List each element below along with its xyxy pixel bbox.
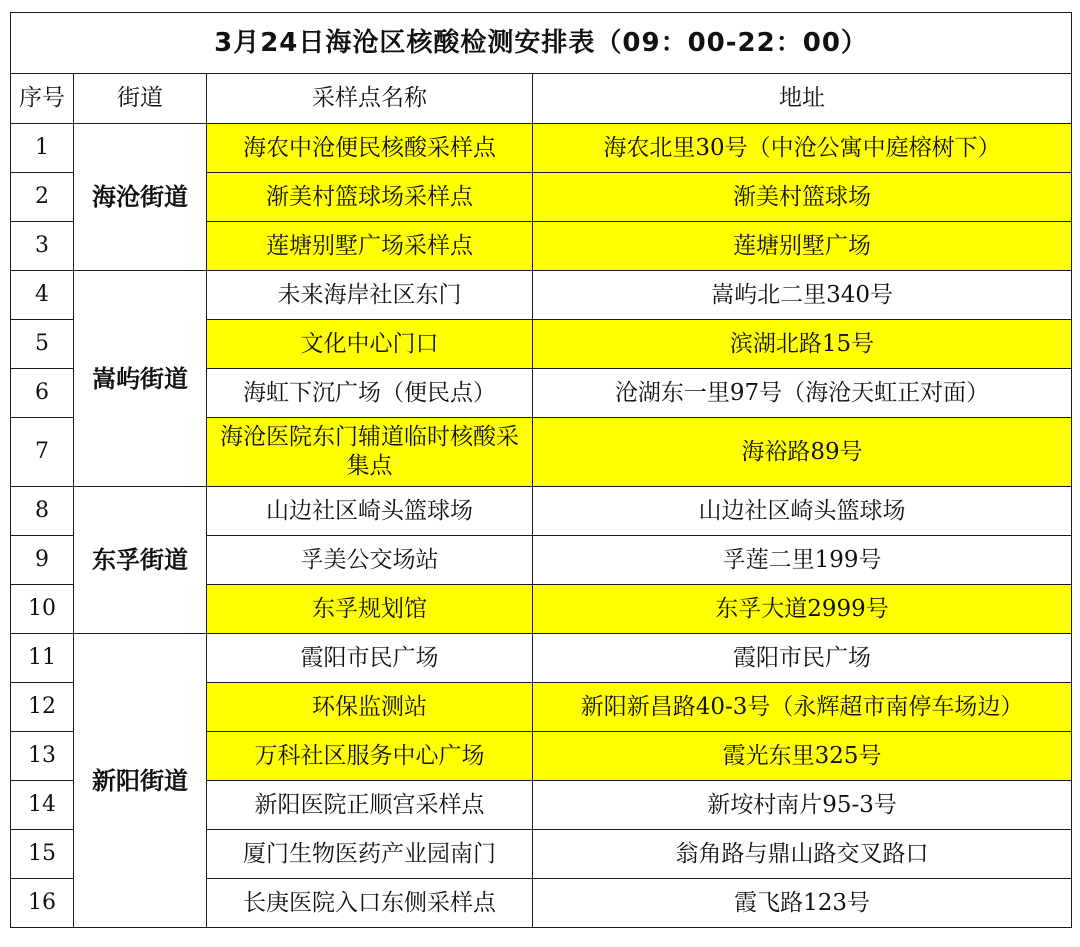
site-name: 长庚医院入口东侧采样点 (207, 879, 533, 928)
site-address: 海裕路89号 (533, 418, 1072, 487)
site-address: 东孚大道2999号 (533, 585, 1072, 634)
row-number: 9 (11, 536, 74, 585)
site-address: 霞阳市民广场 (533, 634, 1072, 683)
row-number: 13 (11, 732, 74, 781)
site-name: 未来海岸社区东门 (207, 271, 533, 320)
site-address: 霞光东里325号 (533, 732, 1072, 781)
site-address: 新垵村南片95-3号 (533, 781, 1072, 830)
street-name: 嵩屿街道 (74, 271, 207, 487)
site-name: 环保监测站 (207, 683, 533, 732)
site-address: 沧湖东一里97号（海沧天虹正对面） (533, 369, 1072, 418)
site-name: 海农中沧便民核酸采样点 (207, 124, 533, 173)
site-address: 莲塘别墅广场 (533, 222, 1072, 271)
site-address: 海农北里30号（中沧公寓中庭榕树下） (533, 124, 1072, 173)
site-address: 新阳新昌路40-3号（永辉超市南停车场边） (533, 683, 1072, 732)
site-name: 山边社区崎头篮球场 (207, 487, 533, 536)
row-number: 7 (11, 418, 74, 487)
table-row (11, 487, 1072, 536)
row-number: 5 (11, 320, 74, 369)
site-address: 霞飞路123号 (533, 879, 1072, 928)
site-name: 新阳医院正顺宫采样点 (207, 781, 533, 830)
site-name: 海沧医院东门辅道临时核酸采集点 (207, 418, 533, 487)
street-name: 新阳街道 (74, 634, 207, 928)
site-address: 嵩屿北二里340号 (533, 271, 1072, 320)
site-name: 孚美公交场站 (207, 536, 533, 585)
row-number: 2 (11, 173, 74, 222)
table-row (11, 124, 1072, 173)
row-number: 11 (11, 634, 74, 683)
row-number: 14 (11, 781, 74, 830)
row-number: 16 (11, 879, 74, 928)
header-site: 采样点名称 (207, 74, 533, 124)
table-row (11, 634, 1072, 683)
title-row (11, 13, 1072, 74)
row-number: 6 (11, 369, 74, 418)
row-number: 8 (11, 487, 74, 536)
site-name: 海虹下沉广场（便民点） (207, 369, 533, 418)
row-number: 3 (11, 222, 74, 271)
site-name: 东孚规划馆 (207, 585, 533, 634)
site-name: 霞阳市民广场 (207, 634, 533, 683)
header-no: 序号 (11, 74, 74, 124)
site-address: 翁角路与鼎山路交叉路口 (533, 830, 1072, 879)
site-address: 山边社区崎头篮球场 (533, 487, 1072, 536)
site-name: 渐美村篮球场采样点 (207, 173, 533, 222)
site-name: 文化中心门口 (207, 320, 533, 369)
site-name: 莲塘别墅广场采样点 (207, 222, 533, 271)
site-name: 厦门生物医药产业园南门 (207, 830, 533, 879)
row-number: 1 (11, 124, 74, 173)
site-address: 渐美村篮球场 (533, 173, 1072, 222)
header-street: 街道 (74, 74, 207, 124)
row-number: 15 (11, 830, 74, 879)
row-number: 10 (11, 585, 74, 634)
header-address: 地址 (533, 74, 1072, 124)
row-number: 4 (11, 271, 74, 320)
street-name: 海沧街道 (74, 124, 207, 271)
testing-schedule-table (10, 12, 1072, 928)
site-address: 孚莲二里199号 (533, 536, 1072, 585)
table-title: 3月24日海沧区核酸检测安排表（09：00-22：00） (11, 13, 1072, 74)
street-name: 东孚街道 (74, 487, 207, 634)
table-row (11, 271, 1072, 320)
header-row (11, 74, 1072, 124)
site-name: 万科社区服务中心广场 (207, 732, 533, 781)
row-number: 12 (11, 683, 74, 732)
site-address: 滨湖北路15号 (533, 320, 1072, 369)
